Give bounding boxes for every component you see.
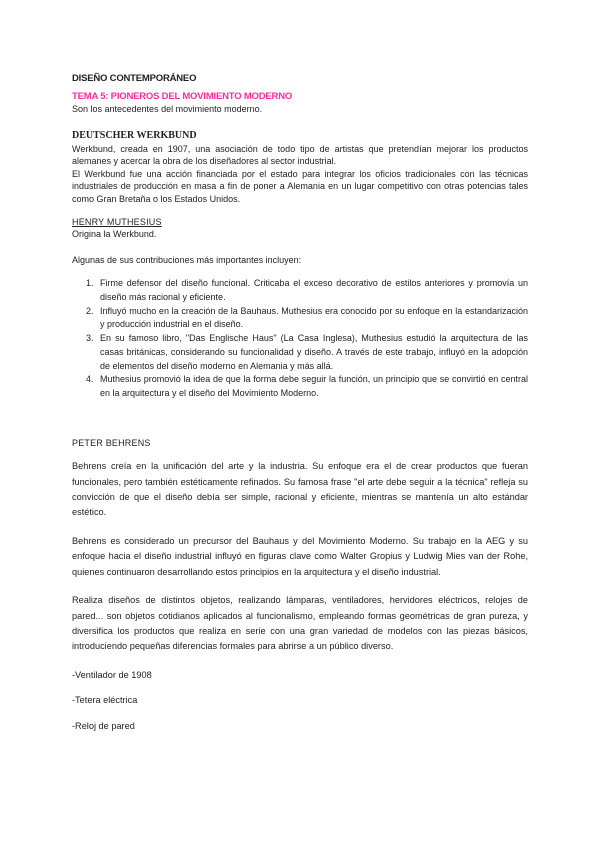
list-item: 3. En su famoso libro, "Das Englische Haus" (La Casa Inglesa), Muthesius estudió la arquitectura de las casas británicas, considerando su funcionalidad y diseño. A través de este trabajo, influyó en la adopción de elementos del diseño moderno en Alemania y más allá. <box>96 332 528 373</box>
list-item: 4. Muthesius promovió la idea de que la forma debe seguir la función, un principio que se convirtió en central en la arquitectura y el diseño del Movimiento Moderno. <box>96 373 528 400</box>
behrens-heading: PETER BEHRENS <box>72 437 151 448</box>
behrens-item-kettle: -Tetera eléctrica <box>72 695 138 706</box>
list-item: 2. Influyó mucho en la creación de la Bauhaus. Muthesius era conocido por su enfoque en la estandarización y producción industrial en el diseño. <box>96 305 528 332</box>
topic-title: TEMA 5: PIONEROS DEL MOVIMIENTO MODERNO <box>72 91 293 102</box>
werkbund-paragraph-1: Werkbund, creada en 1907, una asociación de todo tipo de artistas que pretendían mejorar los productos alemanes y acercar la obra de los diseñadores al sector industrial. <box>72 143 528 167</box>
behrens-item-clock: -Reloj de pared <box>72 720 135 731</box>
document-page <box>72 72 528 734</box>
behrens-paragraph-2: Behrens es considerado un precursor del Bauhaus y del Movimiento Moderno. Su trabajo en la AEG y su enfoque hacia el diseño industrial influyó en figuras clave como Walter Gropius y Ludwig Mies van der Rohe, quienes continuaron desarrollando estos principios en la arquitectura y el diseño industrial. <box>72 535 528 577</box>
contributions-list <box>72 277 528 400</box>
document-title: DISEÑO CONTEMPORÁNEO <box>72 73 197 84</box>
behrens-paragraph-1: Behrens creía en la unificación del arte y la industria. Su enfoque era el de crear productos que fueran funcionales, pero también estéticamente refinados. Su famosa frase "el arte debe seguir a la técnica" refleja su convicción de que el diseño debía ser simple, racional y eficiente, mientras se mantenía un alto estándar estético. <box>72 461 528 518</box>
muthesius-line: Origina la Werkbund. <box>72 229 157 240</box>
behrens-paragraph-3: Realiza diseños de distintos objetos, realizando lámparas, ventiladores, hervidores eléctricos, relojes de pared... son objetos cotidianos aplicados al funcionalismo, empleando formas geométricas de gran pureza, y diversifica los productos que realiza en serie con una gran variedad de modelos con las piezas básicos, introduciendo pequeñas diferencias formales para abrirse a un público diverso. <box>72 595 528 652</box>
contributions-intro: Algunas de sus contribuciones más importantes incluyen: <box>72 254 302 265</box>
intro-text: Son los antecedentes del movimiento moderno. <box>72 104 263 114</box>
behrens-item-fan: -Ventilador de 1908 <box>72 669 152 680</box>
list-item: 1. Firme defensor del diseño funcional. Criticaba el exceso decorativo de estilos anteriores y promovía un diseño más racional y eficiente. <box>96 277 528 304</box>
muthesius-heading: HENRY MUTHESIUS <box>72 216 162 227</box>
werkbund-paragraph-2: El Werkbund fue una acción financiada por el estado para integrar los oficios tradicionales con las técnicas industriales de producción en masa a fin de poner a Alemania en un lugar competitivo con otras potencias tales como Gran Bretaña o los Estados Unidos. <box>72 168 528 204</box>
werkbund-heading: DEUTSCHER WERKBUND <box>72 129 197 141</box>
